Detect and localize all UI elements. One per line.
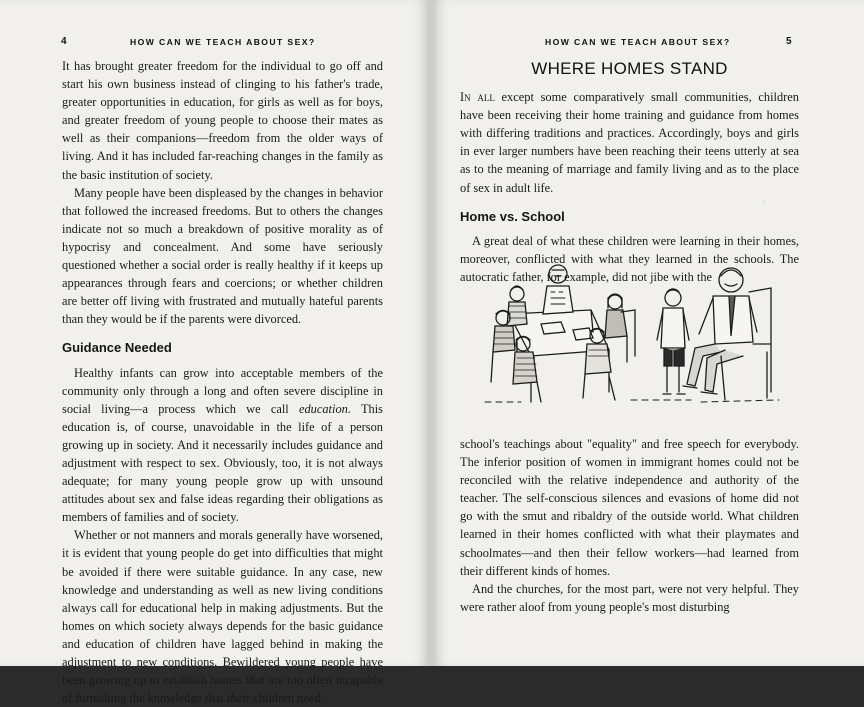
text-span: Whether or not manners and morals generally have worsened, it is evident that young people do get into difficulties that might be avoided if there were suitable guidance. In any case, new knowledge and understanding as well as new living conditions always call for educational help in making adjustments. But the homes on which society always depends for the basic guidance and education of children have lagged behind in making the adjustment to new conditions. Bewildered young people have been growing up to establish homes that are too often incapable of furnishing the knowledge that <box>62 528 383 706</box>
text-span: children need. <box>250 691 324 706</box>
italic-term-their: their <box>226 691 251 706</box>
right-page-number: 5 <box>786 36 792 47</box>
section-heading-guidance: Guidance Needed <box>62 340 172 356</box>
italic-term-education: education. <box>298 401 351 416</box>
left-page-number: 4 <box>61 36 67 47</box>
scan-speck <box>763 200 766 203</box>
intro-smallcaps: In all <box>460 90 495 105</box>
classroom-vs-father-illustration-icon <box>481 252 781 424</box>
right-running-head: HOW CAN WE TEACH ABOUT SEX? <box>545 37 731 47</box>
text-span: except some comparatively small communities, children have been receiving their home training and guidance from homes with differing traditions and practices. Accordingly, boys and girls in ever larger numbers have been reaching their teens utterly at sea as to the meaning of marriage and family living and as to the place of sex in adult life. <box>460 90 800 195</box>
left-text-column <box>62 57 383 707</box>
text-span: This education is, of course, unavoidable in the life of a person growing up in society. And it necessarily includes guidance and adjustment with respect to sex. Obviously, too, it is not always adequate; for many young people grow up with unsound attitudes about sex and false ideas regarding their obligations as members of families and of society. <box>62 401 383 525</box>
left-page <box>0 0 429 706</box>
right-paragraph-home-school: A great deal of what these children were learning in their homes, moreover, conflicted with what they learned in the schools. The autocratic father, for example, did not jibe with the <box>460 233 799 284</box>
left-paragraph-last <box>62 526 383 707</box>
text-span: Healthy infants can grow into acceptable members of the community only through a long and often severe discipline in social living—a process which we call <box>62 365 383 416</box>
right-intro-paragraph <box>460 88 799 197</box>
right-paragraph-churches: And the churches, for the most part, were not very helpful. They were rather aloof from young people's most disturbing <box>460 581 799 614</box>
section-heading-home-school: Home vs. School <box>460 208 565 224</box>
left-running-head: HOW CAN WE TEACH ABOUT SEX? <box>130 37 316 47</box>
left-paragraph-1: It has brought greater freedom for the individual to go off and start his own business instead of clinging to his father's trade, greater opportunities in education, for girls as well as for boys, and greater freedom of young people to choose their mates as well as their companions—freedom from the older ways of living. And it has included far-reaching changes in the family as the basic institution of society. <box>62 59 383 182</box>
left-paragraph-2: Many people have been displeased by the changes in behavior that followed the increased freedoms. But to others the changes indicate not so much a breakdown of positive morality as of hypocrisy and concealment. And some have seriously questioned whether a social order is really healthy if it keeps up appearances through fears and coercions; or whether children are better off living with frustrated and mutually hateful parents than they would be if the parents were divorced. <box>62 185 383 327</box>
chapter-title: WHERE HOMES STAND <box>531 59 728 78</box>
left-paragraph-education <box>62 364 383 527</box>
right-paragraph-continued: school's teachings about "equality" and free speech for everybody. The inferior position of women in immigrant homes could not be reconciled with the relative independence and authority of the teacher. The self-conscious silences and evasions of home did not go with the smut and ribaldry of the outside world. What children learned in their homes conflicted with what their playmates and schoolmates—and then their fellow workers—had learned from their different kinds of homes. <box>460 437 799 578</box>
right-page <box>433 0 864 666</box>
right-text-column-bottom <box>460 435 799 616</box>
